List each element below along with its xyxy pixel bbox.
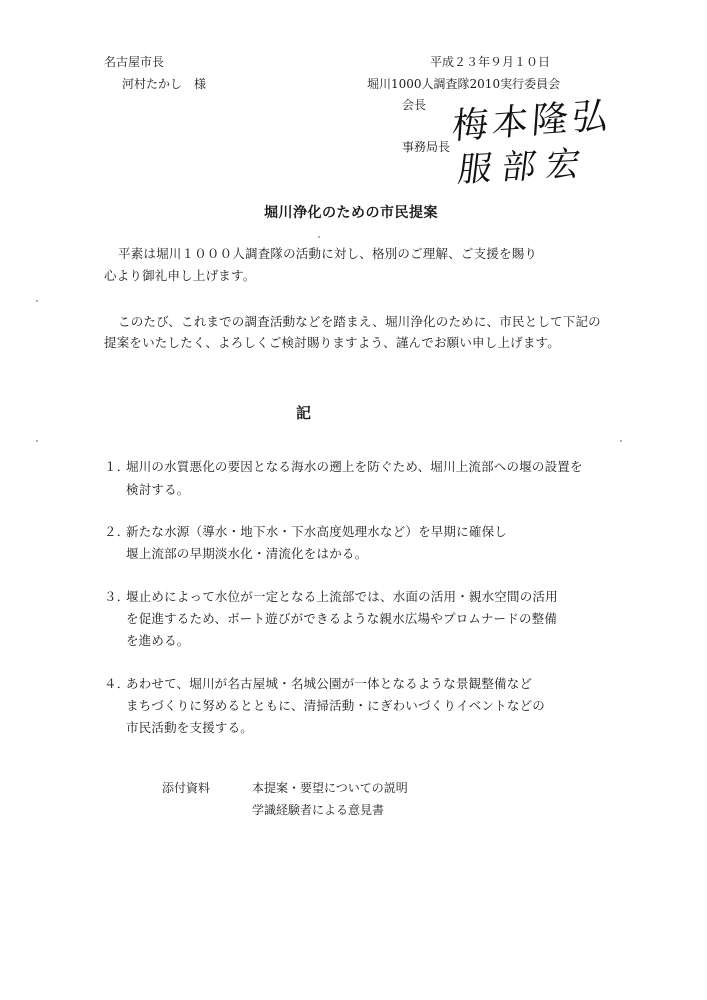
item-number: １． [104, 459, 130, 474]
item-line: まちづくりに努めるとともに、清掃活動・にぎわいづくりイベントなどの [126, 698, 545, 713]
list-item [104, 526, 507, 539]
intro-line-1: 平素は堀川１０００人調査隊の活動に対し、格別のご理解、ご支援を賜り [118, 246, 538, 261]
scan-speck [620, 440, 622, 442]
list-item [104, 461, 583, 474]
scan-speck [36, 440, 38, 442]
item-line: を進める。 [126, 633, 190, 648]
document-title: 堀川浄化のための市民提案 [264, 205, 438, 221]
item-line: 検討する。 [126, 482, 190, 497]
item-line: 堀川の水質悪化の要因となる海水の遡上を防ぐため、堀川上流部への堰の設置を [126, 459, 583, 474]
attachment-item: 学識経験者による意見書 [252, 803, 385, 817]
list-item [104, 678, 532, 691]
item-line: 新たな水源（導水・地下水・下水高度処理水など）を早期に確保し [126, 524, 508, 539]
recipient-name: 河村たかし 様 [122, 77, 207, 91]
secretary-signature: 服部宏 [455, 143, 593, 191]
item-line: 市民活動を支援する。 [126, 720, 254, 735]
list-item [104, 591, 558, 604]
item-number: ３． [104, 589, 130, 604]
item-number: ４． [104, 676, 130, 691]
item-number: ２． [104, 524, 130, 539]
chair-role: 会長 [402, 98, 427, 112]
item-line: 堰止めによって水位が一定となる上流部では、水面の活用・親水空間の活用 [126, 589, 558, 604]
recipient-title: 名古屋市長 [104, 55, 165, 69]
item-line: を促進するため、ボート遊びができるような親水広場やプロムナードの整備 [126, 611, 558, 626]
sender-organization: 堀川1000人調査隊2010実行委員会 [367, 77, 561, 91]
attachments-label: 添付資料 [162, 781, 211, 795]
scan-speck [36, 300, 38, 302]
secretary-role: 事務局長 [402, 140, 451, 154]
scan-speck [318, 236, 320, 238]
item-line: あわせて、堀川が名古屋城・名城公園が一体となるような景観整備など [126, 676, 533, 691]
intro-line-2: 心より御礼申し上げます。 [104, 268, 256, 283]
request-line-2: 提案をいたしたく、よろしくご検討賜りますよう、謹んでお願い申し上げます。 [104, 335, 560, 350]
ki-heading: 記 [296, 404, 312, 422]
letter-date: 平成２３年９月１０日 [430, 55, 551, 69]
request-line-1: このたび、これまでの調査活動などを踏まえ、堀川浄化のために、市民として下記の [118, 314, 601, 329]
attachment-item: 本提案・要望についての説明 [252, 781, 408, 795]
item-line: 堰上流部の早期淡水化・清流化をはかる。 [126, 546, 368, 561]
chair-signature: 梅本隆弘 [450, 95, 614, 148]
